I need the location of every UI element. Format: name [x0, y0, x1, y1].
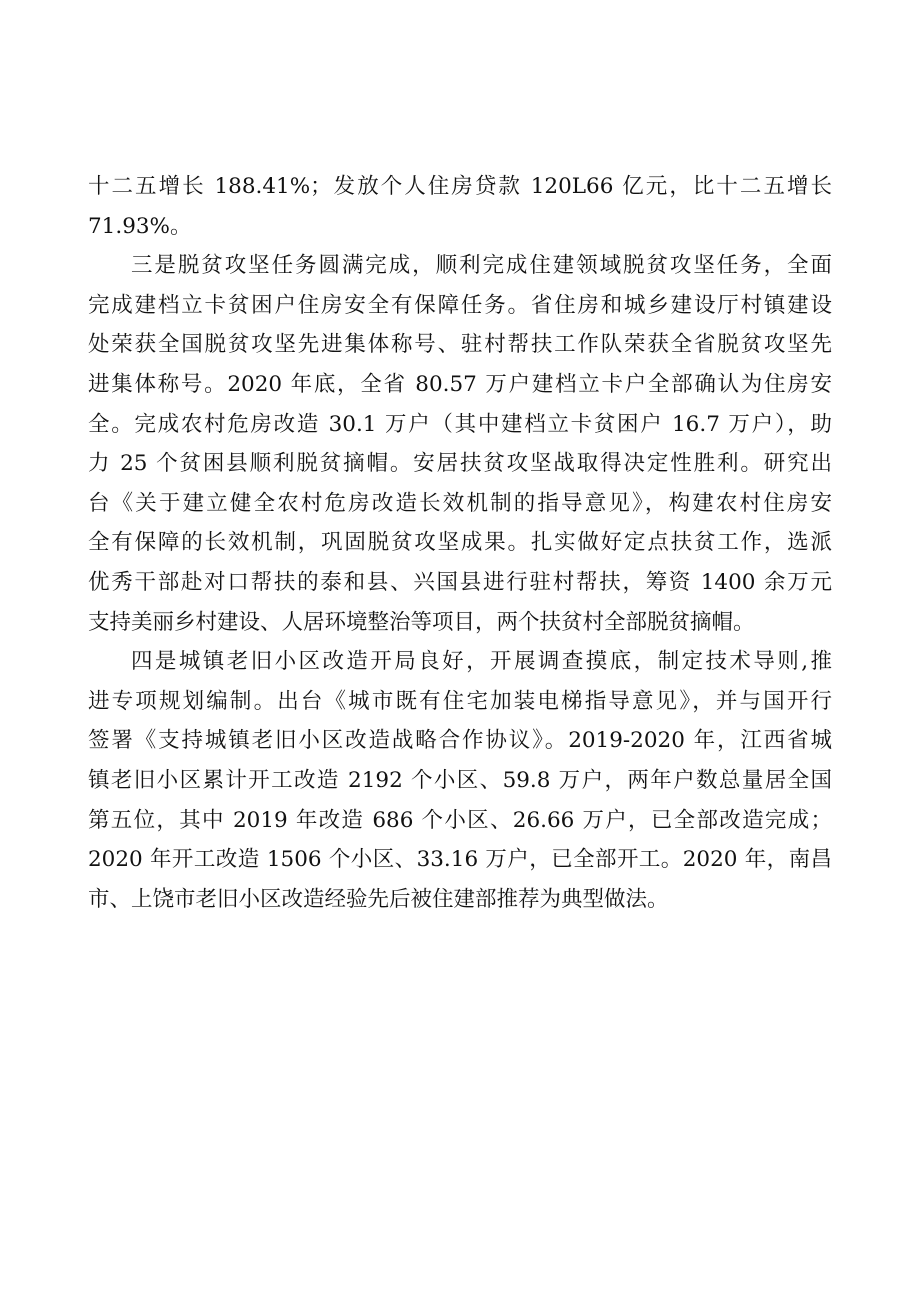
paragraph-continuation [88, 167, 832, 246]
text-line: 处荣获全国脱贫攻坚先进集体称号、驻村帮扶工作队荣获全省脱贫攻坚先 [88, 332, 832, 358]
text-line: 台《关于建立健全农村危房改造长效机制的指导意见》，构建农村住房安 [88, 490, 832, 516]
paragraph-old-community-renovation [88, 642, 832, 919]
text-line: 71.93%。 [88, 213, 192, 239]
text-line: 力 25 个贫困县顺利脱贫摘帽。安居扶贫攻坚战取得决定性胜利。研究出 [88, 451, 832, 477]
paragraph-poverty-alleviation [88, 246, 832, 642]
text-line: 第五位，其中 2019 年改造 686 个小区、26.66 万户，已全部改造完成； [88, 807, 832, 833]
text-line: 完成建档立卡贫困户住房安全有保障任务。省住房和城乡建设厅村镇建设 [88, 292, 832, 318]
text-line: 全有保障的长效机制，巩固脱贫攻坚成果。扎实做好定点扶贫工作，选派 [88, 530, 832, 556]
text-line: 优秀干部赴对口帮扶的泰和县、兴国县进行驻村帮扶，筹资 1400 余万元 [88, 569, 832, 595]
text-line: 签署《支持城镇老旧小区改造战略合作协议》。2019-2020 年，江西省城 [88, 728, 832, 754]
text-line: 三是脱贫攻坚任务圆满完成，顺利完成住建领域脱贫攻坚任务，全面 [131, 253, 832, 279]
text-line: 进集体称号。2020 年底，全省 80.57 万户建档立卡户全部确认为住房安 [88, 371, 832, 397]
text-line: 镇老旧小区累计开工改造 2192 个小区、59.8 万户，两年户数总量居全国 [88, 767, 832, 793]
document-body [88, 167, 832, 919]
text-line: 2020 年开工改造 1506 个小区、33.16 万户，已全部开工。2020 年，南昌 [88, 847, 832, 873]
text-line: 支持美丽乡村建设、人居环境整治等项目，两个扶贫村全部脱贫摘帽。 [88, 609, 755, 635]
text-line: 进专项规划编制。出台《城市既有住宅加装电梯指导意见》，并与国开行 [88, 688, 832, 714]
text-line: 四是城镇老旧小区改造开局良好，开展调查摸底，制定技术导则,推 [131, 649, 832, 675]
text-line: 全。完成农村危房改造 30.1 万户（其中建档立卡贫困户 16.7 万户），助 [88, 411, 832, 437]
text-line: 十二五增长 188.41%；发放个人住房贷款 120L66 亿元，比十二五增长 [88, 174, 832, 199]
text-line: 市、上饶市老旧小区改造经验先后被住建部推荐为典型做法。 [88, 886, 669, 912]
